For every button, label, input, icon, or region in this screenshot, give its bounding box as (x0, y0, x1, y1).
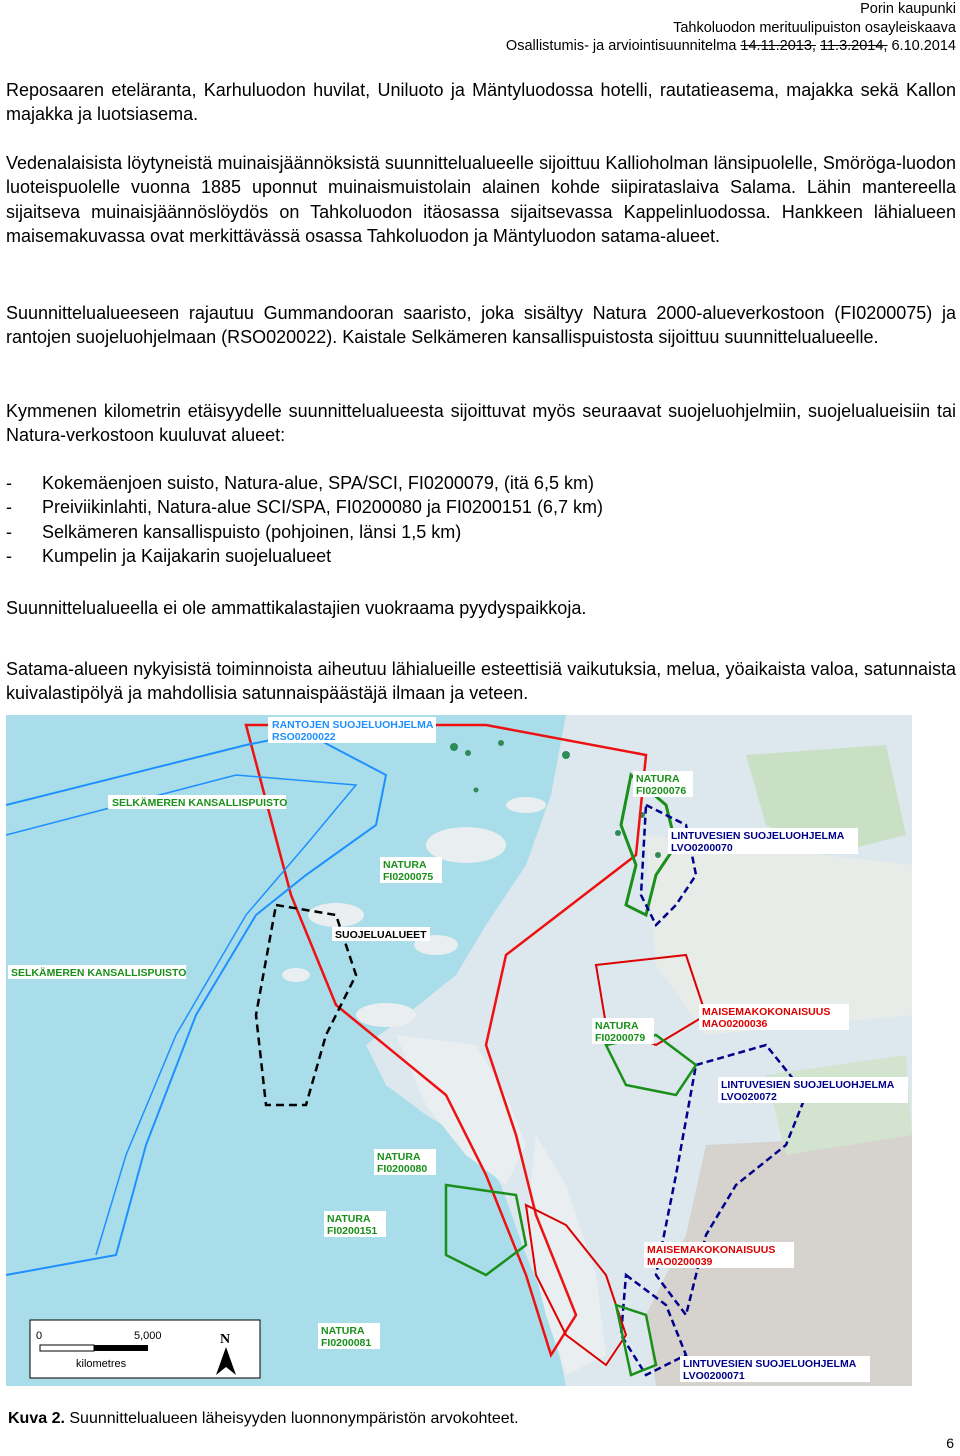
paragraph-2: Vedenalaisista löytyneistä muinaisjäännöksistä suunnittelualueelle sijoittuu Kallioholman länsipuolelle, Smöröga-luodon luoteispuolelle vuonna 1885 uponnut muinaismuistolain alainen kohde siipirataslaiva Salama. Lähin mantereella sijaitseva muinaisjäännöslöydös on Tahkoluodon itäosassa sijaitsevassa Kappelinluodossa. Hankkeen lähialueen maisemakuvassa ovat merkittävässä osassa Tahkoluodon ja Mäntyluodon satama-alueet. (6, 153, 956, 247)
map-label-text: RANTOJEN SUOJELUOHJELMA (272, 719, 434, 731)
scale-segment (40, 1345, 94, 1351)
map-label-suojelu (332, 927, 430, 941)
map-graphic (6, 715, 912, 1386)
paragraph-1: Reposaaren eteläranta, Karhuluodon huvilat, Uniluoto ja Mäntyluodossa hotelli, rautatieasema, majakka sekä Kallon majakka ja luotsiasema. (6, 80, 956, 125)
paragraph-4: Kymmenen kilometrin etäisyydelle suunnittelualueesta sijoittuvat myös seuraavat suojeluohjelmiin, suojelualueisiin tai Natura-verkostoon kuuluvat alueet: (6, 401, 956, 446)
protected-areas-map (6, 715, 912, 1386)
paragraph-harbour: Satama-alueen nykyisistä toiminnoista aiheutuu lähialueille esteettisiä vaikutuksia, melua, yöaikaista valoa, satunnaista kuivalastipölyä ja mahdollisia satunnaispäästäjä ilmaan ja veteen. (6, 659, 956, 704)
protected-areas-list (6, 471, 956, 569)
map-label-text: FI0200076 (636, 785, 687, 797)
map-label-text: NATURA (377, 1151, 421, 1163)
map-label-text: MAISEMAKOKONAISUUS (647, 1244, 776, 1256)
scale-zero: 0 (36, 1330, 43, 1342)
map-label-text: NATURA (383, 859, 427, 871)
map-label-natura81 (318, 1323, 380, 1349)
list-item-text: Selkämeren kansallispuisto (pohjoinen, länsi 1,5 km) (42, 521, 462, 542)
map-label-text: RSO0200022 (272, 731, 336, 743)
map-label-text: LINTUVESIEN SUOJELUOHJELMA (671, 830, 845, 842)
header-title: Tahkoluodon merituulipuiston osayleiskaava (673, 20, 956, 36)
map-label-text: LVO0200070 (671, 842, 733, 854)
list-item-text: Kokemäenjoen suisto, Natura-alue, SPA/SCI, FI0200079, (itä 6,5 km) (42, 473, 594, 493)
map-label-text: SELKÄMEREN KANSALLISPUISTO (11, 967, 187, 979)
map-label-text: LVO0200071 (683, 1370, 745, 1382)
map-label-selkameri-1 (108, 795, 287, 809)
map-label-text: FI0200079 (595, 1032, 646, 1044)
list-item-text: Preiviikinlahti, Natura-alue SCI/SPA, FI0200080 ja FI0200151 (6,7 km) (42, 497, 603, 518)
scale-max: 5,000 (134, 1330, 162, 1342)
map-label-text: SUOJELUALUEET (335, 929, 427, 941)
caption-label: Kuva 2. (8, 1410, 65, 1427)
map-label-text: LVO020072 (721, 1091, 777, 1103)
map-label-text: NATURA (636, 773, 680, 785)
map-label-text: FI0200081 (321, 1337, 372, 1349)
figure-caption (8, 1410, 519, 1428)
header-date-struck-2: 11.3.2014, (819, 38, 888, 54)
map-label-natura75 (380, 857, 442, 883)
list-item: - Selkämeren kansallispuisto (pohjoinen, länsi 1,5 km) (6, 520, 956, 544)
map-label-text: NATURA (595, 1020, 639, 1032)
map-label-text: MAISEMAKOKONAISUUS (702, 1006, 831, 1018)
list-item-text: Kumpelin ja Kaijakarin suojelualueet (42, 546, 332, 567)
map-label-text: LINTUVESIEN SUOJELUOHJELMA (683, 1358, 857, 1370)
map-label-text: FI0200080 (377, 1163, 428, 1175)
map-label-mao39 (644, 1242, 794, 1268)
map-label-text: NATURA (321, 1325, 365, 1337)
map-label-text: MAO0200039 (647, 1256, 713, 1268)
map-label-lvo72 (718, 1077, 908, 1103)
list-item: - Kumpelin ja Kaijakarin suojelualueet (6, 544, 956, 568)
page-number: 6 (946, 1435, 954, 1451)
map-label-rso (268, 717, 436, 743)
header-date-struck-1: 14.11.2013, (740, 38, 816, 54)
map-label-natura79 (592, 1018, 654, 1044)
header-org: Porin kaupunki (860, 1, 956, 17)
map-label-natura80 (374, 1149, 436, 1175)
map-label-natura151 (324, 1211, 386, 1237)
map-label-lvo70 (668, 828, 858, 854)
map-scale-box (30, 1320, 260, 1378)
scale-unit: kilometres (76, 1358, 127, 1370)
map-label-mao36 (699, 1004, 849, 1030)
caption-text: Suunnittelualueen läheisyyden luonnonympäristön arvokohteet. (64, 1410, 519, 1427)
header-date-current: 6.10.2014 (891, 38, 956, 54)
map-label-text: FI0200075 (383, 871, 434, 883)
map-label-text: SELKÄMEREN KANSALLISPUISTO (112, 797, 288, 809)
scale-segment (94, 1345, 148, 1351)
north-label: N (220, 1332, 231, 1347)
paragraph-fishing: Suunnittelualueella ei ole ammattikalastajien vuokraama pyydyspaikkoja. (6, 598, 587, 618)
header-subtitle (506, 37, 956, 55)
header-subtitle-prefix: Osallistumis- ja arviointisuunnitelma (505, 38, 741, 54)
paragraph-3: Suunnittelualueeseen rajautuu Gummandooran saaristo, joka sisältyy Natura 2000-alueverkostoon (FI0200075) ja rantojen suojeluohjelmaan (RSO020022). Kaistale Selkämeren kansallispuistosta sijoittuu suunnittelualueelle. (6, 303, 956, 348)
map-label-text: NATURA (327, 1213, 371, 1225)
list-item: - Kokemäenjoen suisto, Natura-alue, SPA/SCI, FI0200079, (itä 6,5 km) (6, 471, 956, 495)
map-label-lvo71 (680, 1356, 870, 1382)
list-item: - Preiviikinlahti, Natura-alue SCI/SPA, FI0200080 ja FI0200151 (6,7 km) (6, 495, 956, 519)
map-label-natura76 (633, 771, 693, 797)
map-label-selkameri-2 (8, 965, 186, 979)
map-label-text: FI0200151 (327, 1225, 378, 1237)
map-label-text: LINTUVESIEN SUOJELUOHJELMA (721, 1079, 895, 1091)
map-label-text: MAO0200036 (702, 1018, 768, 1030)
